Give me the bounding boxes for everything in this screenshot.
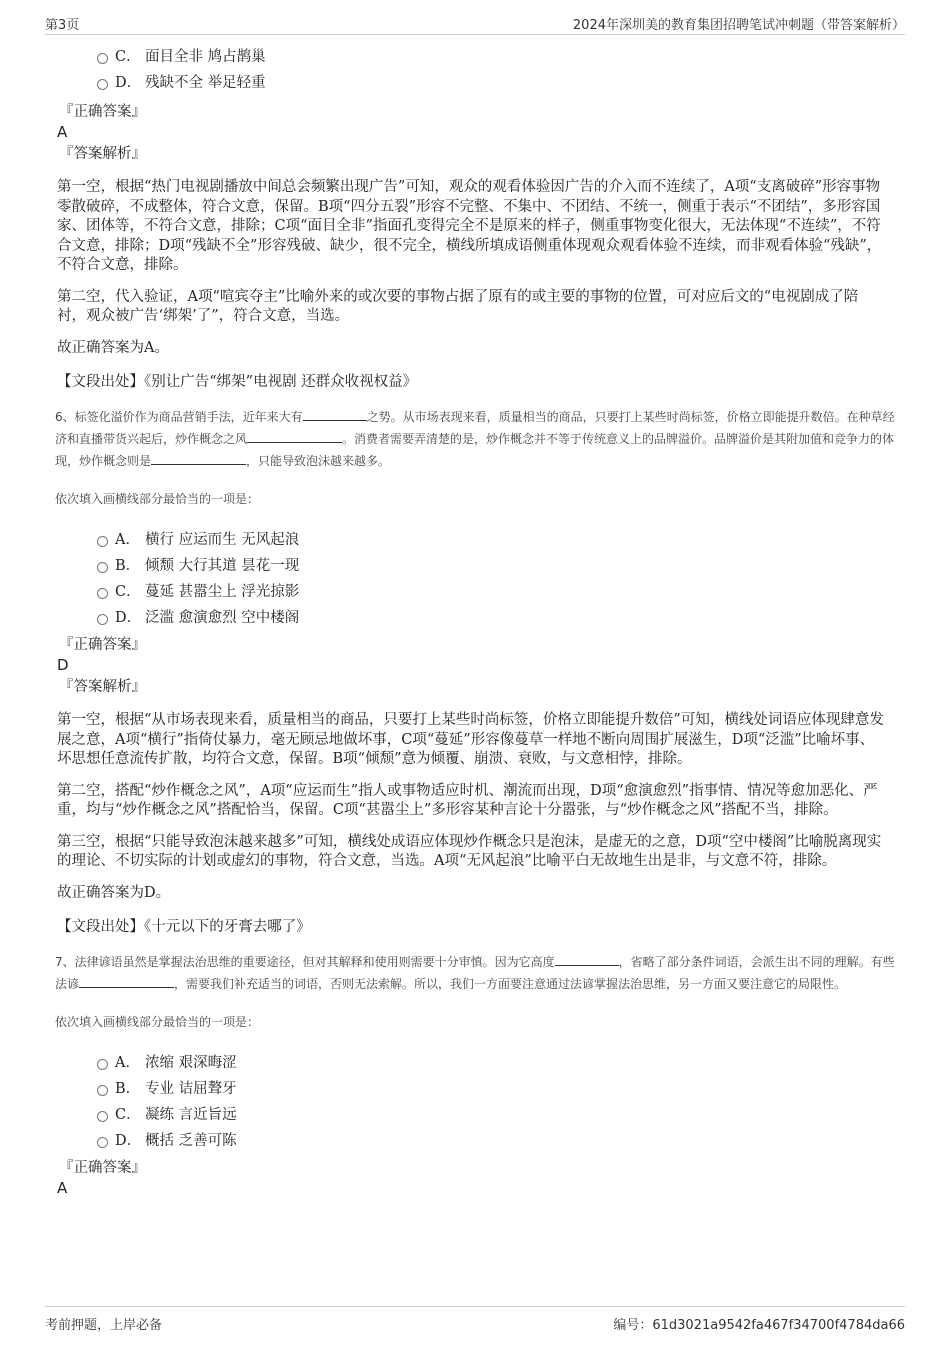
question-prompt: 依次填入画横线部分最恰当的一项是：	[55, 492, 260, 506]
radio-icon[interactable]	[97, 588, 108, 599]
answer-value: D	[57, 656, 69, 674]
q7-options	[95, 1050, 899, 1154]
answer-value: A	[57, 1179, 68, 1197]
page-number: 第3页	[45, 18, 80, 33]
q6-option-d[interactable]: D． 泛滥 愈演愈烈 空中楼阁	[95, 605, 899, 631]
q6-options	[95, 527, 899, 631]
page-content	[57, 44, 899, 1200]
question-7-stem: 7、法律谚语虽然是掌握法治思维的重要途径，但对其解释和使用则需要十分审慎。因为它高度 ，省略了部分条件词语，会派生出不同的理解。有些法谚 ，需要我们补充适当的词语，否则无法索解。所以，我们一方面要注意通过法谚掌握法治思维，另一方面又要注意它的局限性。	[55, 951, 901, 995]
q7-option-b[interactable]: B． 专业 诘屈聱牙	[95, 1076, 899, 1102]
q5-option-c[interactable]: C． 面目全非 鸠占鹊巢	[95, 44, 899, 70]
analysis-label: 『答案解析』	[59, 679, 146, 695]
answer-label: 『正确答案』	[59, 637, 146, 653]
fill-blank	[247, 428, 342, 443]
radio-icon[interactable]	[97, 1111, 108, 1122]
q7-option-a[interactable]: A． 浓缩 艰深晦涩	[95, 1050, 899, 1076]
answer-value: A	[57, 123, 68, 141]
fill-blank	[303, 406, 367, 421]
fill-blank	[555, 951, 619, 966]
source-citation: 【文段出处】《十元以下的牙膏去哪了》	[57, 919, 311, 935]
q6-option-a[interactable]: A． 横行 应运而生 无风起浪	[95, 527, 899, 553]
radio-icon[interactable]	[97, 79, 108, 90]
radio-icon[interactable]	[97, 536, 108, 547]
answer-label: 『正确答案』	[59, 104, 146, 120]
question-prompt: 依次填入画横线部分最恰当的一项是：	[55, 1015, 260, 1029]
radio-icon[interactable]	[97, 562, 108, 573]
radio-icon[interactable]	[97, 1137, 108, 1148]
radio-icon[interactable]	[97, 53, 108, 64]
analysis-conclusion: 故正确答案为A。	[57, 339, 169, 356]
radio-icon[interactable]	[97, 1059, 108, 1070]
source-citation: 【文段出处】《别让广告“绑架”电视剧 还群众收视权益》	[57, 374, 418, 390]
q6-option-b[interactable]: B． 倾颓 大行其道 昙花一现	[95, 553, 899, 579]
radio-icon[interactable]	[97, 1085, 108, 1096]
page-footer	[45, 1306, 905, 1333]
q5-option-d[interactable]: D． 残缺不全 举足轻重	[95, 70, 899, 96]
q7-option-c[interactable]: C． 凝练 言近旨远	[95, 1102, 899, 1128]
analysis-paragraph: 第二空，搭配“炒作概念之风”，A项“应运而生”指人或事物适应时机、潮流而出现，D项“愈演愈烈”指事情、情况等愈加恶化、严重，均与“炒作概念之风”搭配恰当，保留。C项“甚嚣尘上”多形容某种言论十分嚣张，与“炒作概念之风”搭配不当，排除。	[57, 782, 878, 818]
question-6-stem: 6、标签化溢价作为商品营销手法，近年来大有 之势。从市场表现来看，质量相当的商品，只要打上某些时尚标签，价格立即能提升数倍。在种草经济和直播带货兴起后，炒作概念之风 。消费者需要弄清楚的是，炒作概念并不等于传统意义上的品牌溢价。品牌溢价是其附加值和竞争力的体现，炒作概念则是 ，只能导致泡沫越来越多。	[55, 406, 901, 472]
footer-slogan: 考前押题，上岸必备	[45, 1318, 163, 1333]
document-title: 2024年深圳美的教育集团招聘笔试冲刺题（带答案解析）	[572, 18, 905, 33]
document-id: 编号：61d3021a9542fa467f34700f4784da66	[613, 1318, 905, 1333]
q7-option-d[interactable]: D． 概括 乏善可陈	[95, 1128, 899, 1154]
fill-blank	[151, 450, 246, 465]
page-header	[45, 12, 905, 35]
analysis-conclusion: 故正确答案为D。	[57, 884, 171, 901]
analysis-paragraph: 第三空，根据“只能导致泡沫越来越多”可知，横线处成语应体现炒作概念只是泡沫，是虚无的之意，D项“空中楼阁”比喻脱离现实的理论、不切实际的计划或虚幻的事物，符合文意，当选。A项“无风起浪”比喻平白无故地生出是非，与文意不符，排除。	[57, 833, 882, 869]
fill-blank	[79, 973, 174, 988]
analysis-paragraph: 第二空，代入验证，A项“喧宾夺主”比喻外来的或次要的事物占据了原有的或主要的事物的位置，可对应后文的“电视剧成了陪衬，观众被广告‘绑架’了”，符合文意，当选。	[57, 288, 859, 324]
radio-icon[interactable]	[97, 614, 108, 625]
analysis-paragraph: 第一空，根据“从市场表现来看，质量相当的商品，只要打上某些时尚标签，价格立即能提升数倍”可知，横线处词语应体现肆意发展之意，A项“横行”指倚仗暴力，毫无顾忌地做坏事，C项“蔓延”形容像蔓草一样地不断向周围扩展滋生，D项“泛滥”比喻坏事、坏思想任意流传扩散，均符合文意，保留。B项“倾颓”意为倾覆、崩溃、衰败，与文意相悖，排除。	[57, 712, 884, 767]
analysis-label: 『答案解析』	[59, 146, 146, 162]
q6-option-c[interactable]: C． 蔓延 甚嚣尘上 浮光掠影	[95, 579, 899, 605]
q5-options	[95, 44, 899, 96]
analysis-paragraph: 第一空，根据“热门电视剧播放中间总会频繁出现广告”可知，观众的观看体验因广告的介入而不连续了，A项“支离破碎”形容事物零散破碎，不成整体，符合文意，保留。B项“四分五裂”形容不完整、不集中、不团结、不统一，侧重于表示“不团结”，多形容国家、团体等，不符合文意，排除；C项“面目全非”指面孔变得完全不是原来的样子，侧重事物变化很大，无法体现“不连续”，不符合文意，排除；D项“残缺不全”形容残破、缺少，很不完全，横线所填成语侧重体现观众观看体验不连续，而非观看体验“残缺”，不符合文意，排除。	[57, 179, 882, 273]
answer-label: 『正确答案』	[59, 1160, 146, 1176]
